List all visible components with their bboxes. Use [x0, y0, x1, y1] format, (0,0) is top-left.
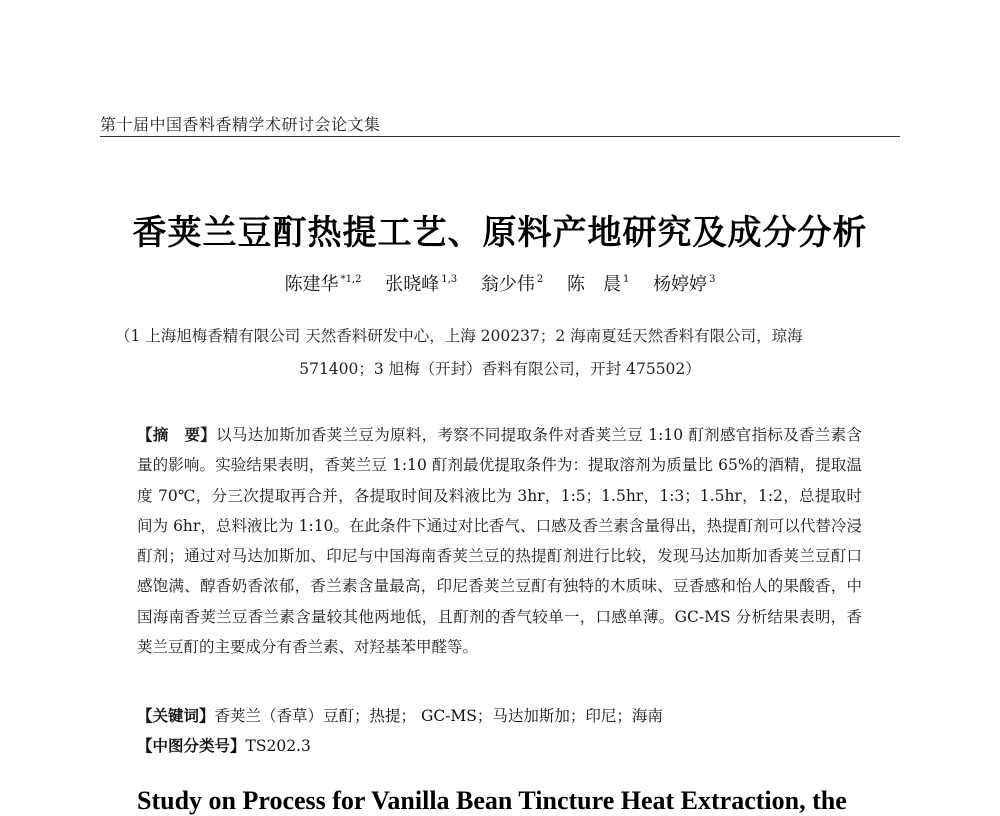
affiliation-line-1: （1 上海旭梅香精有限公司 天然香料研发中心，上海 200237；2 海南夏廷天然香料有限公司，琼海	[115, 327, 803, 345]
keywords	[137, 704, 663, 726]
abstract	[137, 420, 862, 662]
author	[385, 274, 457, 295]
author-name: 张晓峰	[385, 274, 440, 295]
affiliation-line-2: 571400；3 旭梅（开封）香料有限公司，开封 475502）	[299, 360, 701, 378]
author	[653, 274, 715, 295]
header-rule	[100, 136, 900, 137]
author-name: 陈 晨	[566, 274, 621, 295]
author-affiliation-mark: 1,3	[441, 274, 458, 285]
keywords-text: 香荚兰（香草）豆酊；热提； GC-MS；马达加斯加；印尼；海南	[214, 707, 663, 725]
author	[285, 274, 362, 295]
abstract-label: 【摘 要】	[137, 426, 217, 444]
keywords-label: 【关键词】	[137, 707, 215, 725]
author-affiliation-mark: 1	[622, 274, 630, 285]
author	[567, 274, 629, 295]
english-title: Study on Process for Vanilla Bean Tincture Heat Extraction, the	[137, 786, 847, 815]
author-affiliation-mark: 3	[709, 274, 716, 285]
author-name: 翁少伟	[480, 274, 535, 295]
author-list	[0, 270, 1000, 296]
classification-code: TS202.3	[245, 737, 311, 755]
author-name: 杨婷婷	[653, 274, 708, 295]
author-affiliation-mark: 2	[536, 274, 544, 285]
author-affiliation-mark: *1,2	[340, 274, 362, 285]
running-header: 第十届中国香料香精学术研讨会论文集	[100, 115, 381, 134]
abstract-text: 以马达加斯加香荚兰豆为原料，考察不同提取条件对香荚兰豆 1:10 酊剂感官指标及香兰素含量的影响。实验结果表明，香荚兰豆 1:10 酊剂最优提取条件为：提取溶剂为质量比 65%的酒精，提取温度 70℃，分三次提取再合并，各提取时间及料液比为 3hr，1:5；1.5hr，1:3；1.5hr，1:2，总提取时间为 6hr，总料液比为 1:10。在此条件下通过对比香气、口感及香兰素含量得出，热提酊剂可以代替冷浸酊剂；通过对马达加斯加、印尼与中国海南香荚兰豆的热提酊剂进行比较，发现马达加斯加香荚兰豆酊口感饱满、醇香奶香浓郁，香兰素含量最高，印尼香荚兰豆酊有独特的木质味、豆香感和怡人的果酸香，中国海南香荚兰豆香兰素含量较其他两地低，且酊剂的香气较单一，口感单薄。GC-MS 分析结果表明，香荚兰豆酊的主要成分有香兰素、对羟基苯甲醛等。	[137, 426, 862, 657]
author-name: 陈建华	[284, 274, 339, 295]
classification-label: 【中图分类号】	[137, 737, 246, 755]
paper-title: 香荚兰豆酊热提工艺、原料产地研究及成分分析	[132, 213, 868, 253]
author	[481, 274, 543, 295]
classification	[137, 734, 311, 756]
